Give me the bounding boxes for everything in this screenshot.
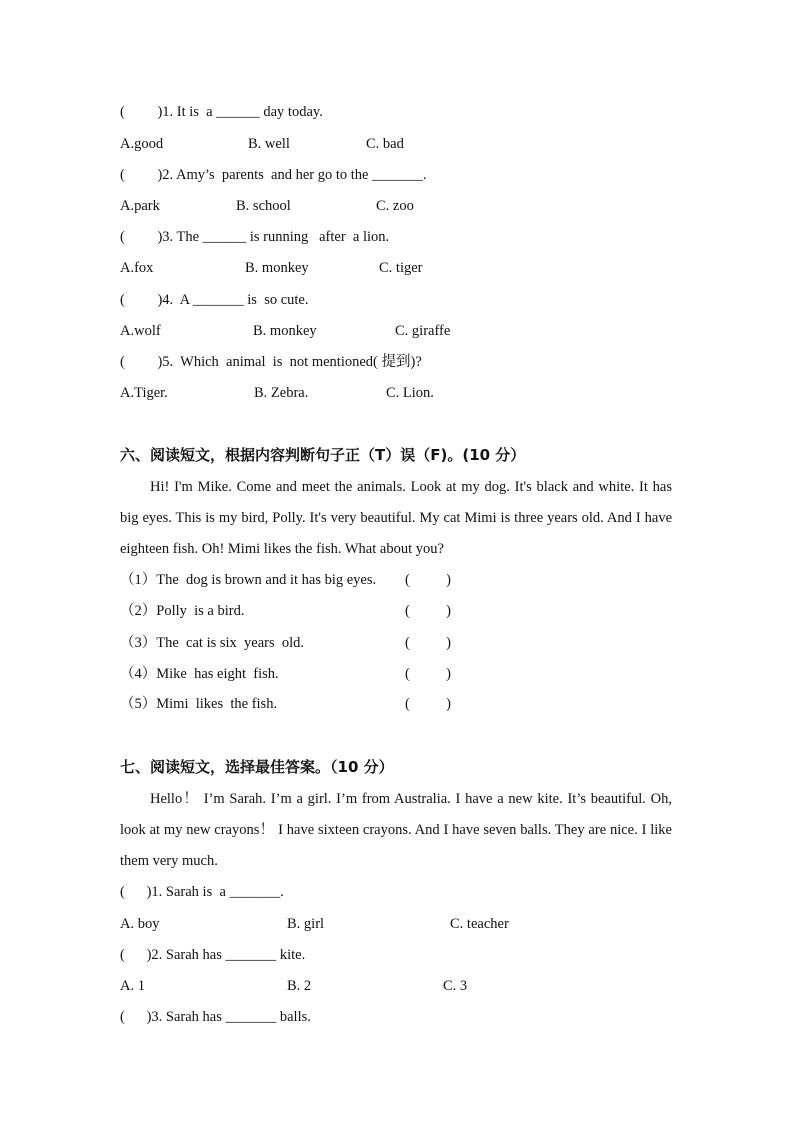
- option-a: A.Tiger.: [120, 385, 168, 401]
- judgement-item: （5）Mimi likes the fish.: [120, 696, 278, 712]
- option-c: C. teacher: [450, 916, 509, 932]
- answer-blank: ( ): [405, 696, 451, 712]
- option-b: B. well: [248, 136, 290, 152]
- option-b: B. monkey: [245, 260, 309, 276]
- judgement-item: （4）Mike has eight fish.: [120, 666, 279, 682]
- answer-blank: ( ): [405, 572, 451, 588]
- section7-passage: Hello！ I’m Sarah. I’m a girl. I’m from Australia. I have a new kite. It’s beautiful. Oh, look at my new crayons！ I have sixteen crayons. And I have seven balls. They are nice. I like them very much.: [120, 791, 672, 869]
- answer-blank: ( ): [405, 635, 451, 651]
- option-a: A.park: [120, 198, 160, 214]
- question-stem: ( )1. It is a ______ day today.: [120, 104, 323, 120]
- option-c: C. 3: [443, 978, 468, 994]
- question-stem: ( )5. Which animal is not mentioned( 提到)?: [120, 354, 422, 370]
- judgement-item: （2）Polly is a bird.: [120, 603, 245, 619]
- option-a: A. 1: [120, 978, 145, 994]
- option-c: C. giraffe: [395, 323, 451, 339]
- option-a: A.wolf: [120, 323, 161, 339]
- option-c: C. Lion.: [386, 385, 434, 401]
- option-b: B. Zebra.: [254, 385, 309, 401]
- judgement-item: （3）The cat is six years old.: [120, 635, 305, 651]
- answer-blank: ( ): [405, 603, 451, 619]
- option-a: A.good: [120, 136, 164, 152]
- question-stem: ( )1. Sarah is a _______.: [120, 884, 284, 900]
- option-a: A.fox: [120, 260, 154, 276]
- question-stem: ( )3. The ______ is running after a lion.: [120, 229, 390, 245]
- option-b: B. girl: [287, 916, 325, 932]
- question-stem: ( )4. A _______ is so cute.: [120, 292, 309, 308]
- question-stem: ( )3. Sarah has _______ balls.: [120, 1009, 311, 1025]
- option-b: B. monkey: [253, 323, 317, 339]
- section6-heading: 六、阅读短文，根据内容判断句子正（T）误（F)。(10 分）: [120, 446, 526, 464]
- section7-heading: 七、阅读短文，选择最佳答案。（10 分）: [120, 758, 394, 776]
- option-a: A. boy: [120, 916, 160, 932]
- question-stem: ( )2. Amy’s parents and her go to the _______.: [120, 167, 427, 183]
- option-b: B. school: [236, 198, 291, 214]
- answer-blank: ( ): [405, 666, 451, 682]
- section6-passage: Hi! I'm Mike. Come and meet the animals. Look at my dog. It's black and white. It has big eyes. This is my bird, Polly. It's very beautiful. My cat Mimi is three years old. And I have eighteen fish. Oh! Mimi likes the fish. What about you?: [120, 479, 672, 557]
- option-c: C. zoo: [376, 198, 414, 214]
- judgement-item: （1）The dog is brown and it has big eyes.: [120, 572, 377, 588]
- option-c: C. bad: [366, 136, 404, 152]
- option-c: C. tiger: [379, 260, 423, 276]
- question-stem: ( )2. Sarah has _______ kite.: [120, 947, 306, 963]
- option-b: B. 2: [287, 978, 312, 994]
